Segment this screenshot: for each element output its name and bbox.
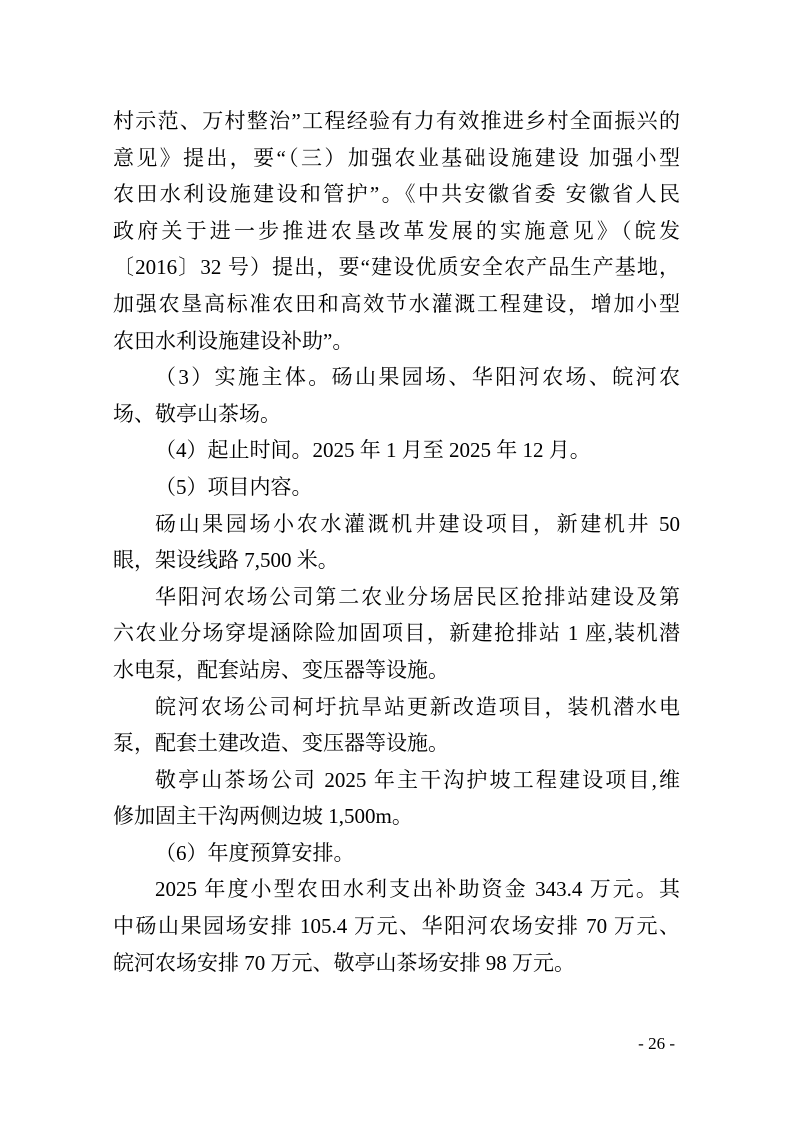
text-line: 场、敬亭山茶场。 <box>113 401 281 426</box>
text-line: （6）年度预算安排。 <box>155 840 355 865</box>
text-line: 敬亭山茶场公司 2025 年主干沟护坡工程建设项目,维 <box>155 767 680 792</box>
text-line: 华阳河农场公司第二农业分场居民区抢排站建设及第 <box>155 584 680 609</box>
text-line: 加强农垦高标准农田和高效节水灌溉工程建设，增加小型 <box>113 291 680 316</box>
text-line: 皖河农场公司柯圩抗旱站更新改造项目，装机潜水电 <box>155 694 680 719</box>
text-line: 农田水利设施建设和管护”。《中共安徽省委 安徽省人民 <box>113 182 680 207</box>
text-line: 意见》提出，要“（三）加强农业基础设施建设 加强小型 <box>113 145 680 170</box>
document-body <box>113 103 680 981</box>
text-line: （5）项目内容。 <box>155 474 313 499</box>
text-line: 政府关于进一步推进农垦改革发展的实施意见》（皖发 <box>113 218 680 243</box>
text-line: 2025 年度小型农田水利支出补助资金 343.4 万元。其 <box>155 877 680 902</box>
text-line: 村示范、万村整治”工程经验有力有效推进乡村全面振兴的 <box>113 109 680 133</box>
text-line: 〔2016〕32 号）提出，要“建设优质安全农产品生产基地， <box>113 255 680 280</box>
text-line: 农田水利设施建设补助”。 <box>113 328 354 353</box>
text-line: 砀山果园场小农水灌溉机井建设项目，新建机井 50 <box>155 511 680 536</box>
text-line: （4）起止时间。2025 年 1 月至 2025 年 12 月。 <box>155 438 591 463</box>
text-line: 修加固主干沟两侧边坡 1,500m。 <box>113 804 413 829</box>
page-number: - 26 - <box>638 1034 675 1053</box>
text-line: 眼，架设线路 7,500 米。 <box>113 548 339 573</box>
text-line: （3）实施主体。砀山果园场、华阳河农场、皖河农 <box>155 365 680 390</box>
text-line: 中砀山果园场安排 105.4 万元、华阳河农场安排 70 万元、 <box>113 914 680 939</box>
text-line: 水电泵，配套站房、变压器等设施。 <box>113 657 449 682</box>
text-line: 六农业分场穿堤涵除险加固项目，新建抢排站 1 座,装机潜 <box>113 621 680 646</box>
text-line: 泵，配套土建改造、变压器等设施。 <box>113 731 449 756</box>
text-line: 皖河农场安排 70 万元、敬亭山茶场安排 98 万元。 <box>113 950 575 975</box>
